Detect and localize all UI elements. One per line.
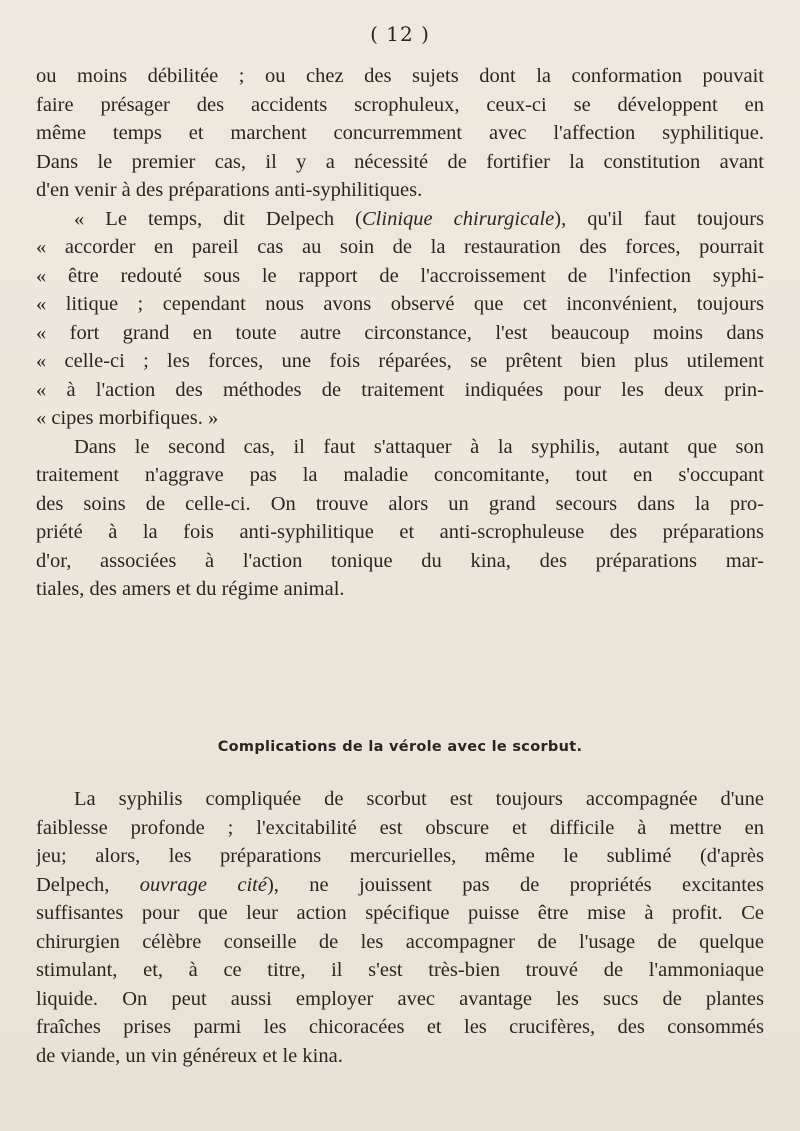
text-line: stimulant, et, à ce titre, il s'est très-bien trouvé de l'ammoniaque bbox=[36, 959, 764, 981]
text-line: Dans le premier cas, il y a nécessité de fortifier la constitution avant bbox=[36, 150, 764, 173]
body-text-top bbox=[36, 62, 764, 604]
quote-line: « cipes morbifiques. » bbox=[36, 407, 219, 429]
quote-line: « accorder en pareil cas au soin de la restauration des forces, pourrait bbox=[36, 236, 764, 258]
quote-line: « fort grand en toute autre circonstance, l'est beaucoup moins dans bbox=[36, 321, 764, 344]
text-line: même temps et marchent concurremment avec l'affection syphilitique. bbox=[36, 122, 764, 144]
text-line: de viande, un vin généreux et le kina. bbox=[36, 1044, 343, 1067]
text-line: liquide. On peut aussi employer avec avantage les sucs de plantes bbox=[36, 987, 764, 1010]
text-line: fraîches prises parmi les chicoracées et les crucifères, des consommés bbox=[36, 1016, 764, 1038]
text-line: chirurgien célèbre conseille de les accompagner de l'usage de quelque bbox=[36, 930, 764, 953]
body-text-bottom bbox=[36, 785, 764, 1070]
text-line: jeu; alors, les préparations mercurielles, même le sublimé (d'après bbox=[36, 845, 764, 867]
text-line: priété à la fois anti-syphilitique et anti-scrophuleuse des préparations bbox=[36, 521, 764, 543]
quote-line: « celle-ci ; les forces, une fois réparées, se prêtent bien plus utilement bbox=[36, 350, 764, 372]
quote-line: « à l'action des méthodes de traitement indiquées pour les deux prin- bbox=[36, 378, 764, 401]
text-line: ou moins débilitée ; ou chez des sujets dont la conformation pouvait bbox=[36, 65, 764, 87]
text-line: faire présager des accidents scrophuleux, ceux-ci se développent en bbox=[36, 93, 764, 116]
text-line: La syphilis compliquée de scorbut est toujours accompagnée d'une bbox=[74, 788, 764, 810]
text-line: Delpech, ouvrage cité), ne jouissent pas de propriétés excitantes bbox=[36, 873, 764, 896]
text-line: d'en venir à des préparations anti-syphilitiques. bbox=[36, 179, 423, 201]
text-line: traitement n'aggrave pas la maladie concomitante, tout en s'occupant bbox=[36, 464, 764, 486]
text-line: tiales, des amers et du régime animal. bbox=[36, 578, 345, 600]
quote-line: « Le temps, dit Delpech (Clinique chirurgicale), qu'il faut toujours bbox=[74, 207, 764, 230]
citation-title: Clinique chirurgicale bbox=[362, 207, 555, 230]
quote-line: « litique ; cependant nous avons observé que cet inconvénient, toujours bbox=[36, 293, 764, 315]
text-line: d'or, associées à l'action tonique du kina, des préparations mar- bbox=[36, 549, 764, 572]
text-line: Dans le second cas, il faut s'attaquer à la syphilis, autant que son bbox=[74, 435, 764, 458]
quote-line: « être redouté sous le rapport de l'accroissement de l'infection syphi- bbox=[36, 264, 764, 287]
citation-title: ouvrage cité bbox=[139, 873, 267, 896]
text-line: des soins de celle-ci. On trouve alors un grand secours dans la pro- bbox=[36, 492, 764, 515]
page-number: ( 12 ) bbox=[370, 22, 430, 46]
section-heading: Complications de la vérole avec le scorbut. bbox=[217, 739, 583, 755]
text-line: suffisantes pour que leur action spécifique puisse être mise à profit. Ce bbox=[36, 902, 764, 924]
text-line: faiblesse profonde ; l'excitabilité est obscure et difficile à mettre en bbox=[36, 816, 764, 839]
